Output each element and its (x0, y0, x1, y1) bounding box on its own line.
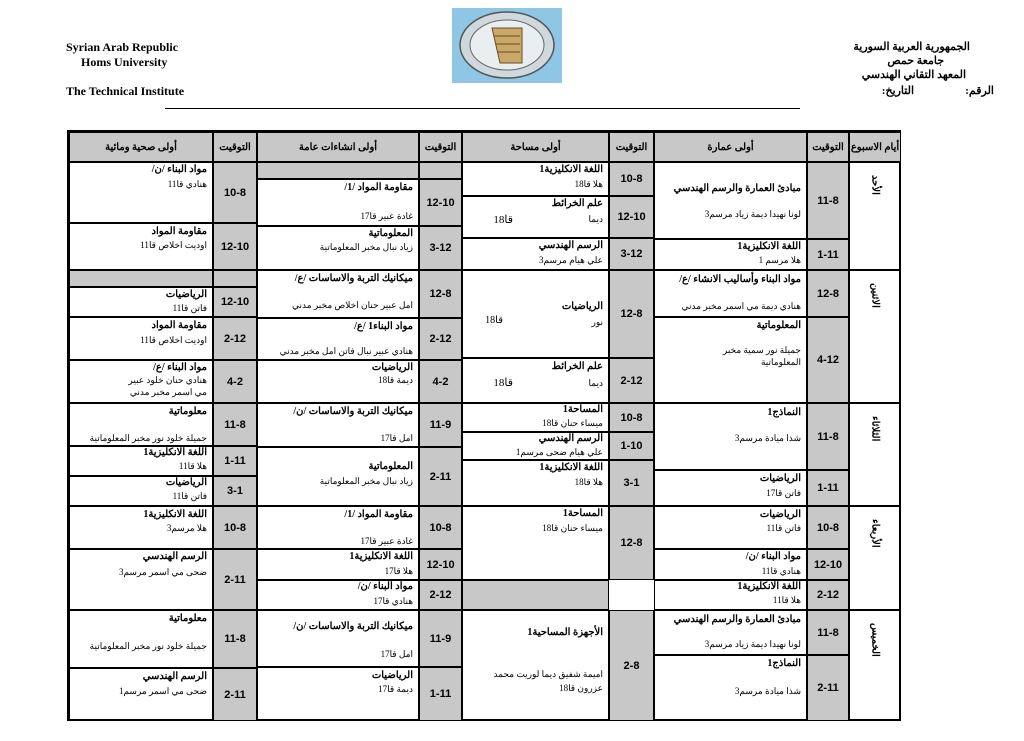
session-cell: المعلوماتية زياد نبال مخبر المعلوماتية (257, 447, 419, 506)
time-cell: 12-10 (213, 223, 257, 270)
session-cell: النماذج1 شذا ميادة مرسم3 (654, 655, 807, 721)
session-cell: الرياضيات نور قا18 (462, 270, 609, 358)
time-cell: 11-8 (807, 610, 849, 655)
session-cell: مقاومة المواد /1/ غادة عبير قا17 (257, 506, 419, 549)
day-thursday: الخميس (849, 610, 901, 721)
time-header: التوقيت (807, 132, 849, 162)
session-cell: اللغة الانكليزية1 هلا قا11 (69, 446, 213, 476)
time-cell: 3-1 (609, 460, 654, 506)
session-cell: الرسم الهندسي ضحى مي اسمر مرسم1 (69, 668, 213, 721)
time-cell: 11-8 (807, 162, 849, 239)
col4-header: أولى صحية ومائية (69, 132, 213, 162)
header-ar-ref: الرقم: (965, 85, 994, 97)
session-cell: الأجهزة المساحية1 اميمة شفيق ديما لوريت محمد عزرون قا18 (462, 610, 609, 721)
time-cell: 3-12 (419, 226, 462, 270)
time-cell: 4-12 (807, 317, 849, 403)
session-cell: مقاومة المواد اوديت اخلاص قا11 (69, 223, 213, 270)
time-cell: 11-9 (419, 403, 462, 447)
session-cell: مواد البناء1 /ع/ هنادي عبير نبال فاتن امل مخبر مدني (257, 318, 419, 360)
time-cell: 10-8 (609, 162, 654, 196)
session-cell: مواد البناء /ن/ هنادي قا17 (257, 580, 419, 610)
time-cell: 12-10 (609, 196, 654, 238)
header-en-line1: Syrian Arab Republic (66, 40, 179, 54)
session-cell: ميكانيك التربة والاساسات /ن/ امل قا17 (257, 610, 419, 667)
session-cell: الرياضيات فاتن قا11 (654, 506, 807, 549)
time-cell: 10-8 (419, 506, 462, 549)
header-divider (165, 108, 800, 109)
session-cell: علم الخرائط ديما قا18 (462, 358, 609, 403)
time-header: التوقيت (213, 132, 257, 162)
time-cell: 12-10 (419, 179, 462, 226)
session-cell: معلوماتية جميلة خلود نور مخبر المعلوماتية (69, 403, 213, 446)
session-cell: مواد البناء وأساليب الانشاء /ع/ هنادي ديمة مي اسمر مخبر مدني (654, 270, 807, 317)
time-cell: 2-12 (419, 580, 462, 610)
empty-cell (419, 162, 462, 179)
session-cell: المعلوماتية زياد نبال مخبر المعلوماتية (257, 226, 419, 270)
session-cell: اللغة الانكليزية1 هلا قا11 (654, 580, 807, 610)
session-cell: الرياضيات فاتن قا11 (69, 476, 213, 506)
time-cell: 11-9 (419, 610, 462, 667)
time-cell: 12-8 (609, 506, 654, 580)
time-cell: 11-8 (807, 403, 849, 470)
session-cell: اللغة الانكليزية1 هلا قا18 (462, 460, 609, 506)
time-cell: 1-10 (609, 432, 654, 460)
session-cell: ميكانيك التربة والاساسات /ن/ امل قا17 (257, 403, 419, 447)
col2-header: أولى مساحة (462, 132, 609, 162)
session-cell: الرياضيات ديمة قا17 (257, 667, 419, 721)
time-cell: 12-8 (807, 270, 849, 317)
header-ar-date: التاريخ: (881, 85, 914, 97)
time-cell: 11-8 (213, 403, 257, 446)
time-cell: 12-10 (419, 549, 462, 580)
header-ar-line2: جامعة حمص (887, 55, 944, 67)
time-cell: 11-8 (213, 610, 257, 668)
session-cell: اللغة الانكليزية1 هلا مرسم3 (69, 506, 213, 549)
session-cell: ميكانيك التربة والاساسات /ع/ امل عبير حنان اخلاص مخبر مدني (257, 270, 419, 318)
session-cell: الرياضيات ديمة قا18 (257, 360, 419, 403)
time-cell: 2-12 (213, 317, 257, 360)
empty-cell (213, 270, 257, 287)
session-cell: الرياضيات فاتن قا11 (69, 287, 213, 317)
header-en-line3: The Technical Institute (66, 84, 185, 98)
institute-logo (452, 8, 562, 83)
session-cell: معلوماتية جميلة خلود نور مخبر المعلوماتية (69, 610, 213, 668)
session-cell: الرسم الهندسي علي هيام مرسم3 (462, 238, 609, 270)
time-cell: 3-12 (609, 238, 654, 270)
session-cell: الرسم الهندسي علي هيام ضحى مرسم1 (462, 432, 609, 460)
session-cell: مبادئ العمارة والرسم الهندسي لونا نهيدا ديمة زياد مرسم3 (654, 610, 807, 655)
col3-header: أولى انشاءات عامة (257, 132, 419, 162)
day-tuesday: الثلاثاء (849, 403, 901, 506)
time-cell: 1-11 (213, 446, 257, 476)
time-cell: 1-11 (807, 239, 849, 270)
time-cell: 2-12 (609, 358, 654, 403)
time-cell: 4-2 (213, 360, 257, 403)
days-header: أيام الاسبوع (849, 132, 901, 162)
session-cell: مواد البناء /ع/ هنادي حنان خلود عبير مي اسمر مخبر مدني (69, 360, 213, 403)
time-cell: 2-8 (609, 610, 654, 721)
time-cell: 2-12 (807, 580, 849, 610)
session-cell: علم الخرائط ديما قا18 (462, 196, 609, 238)
session-cell: المساحة1 ميساء حنان قا18 (462, 403, 609, 432)
day-monday: الاثنين (849, 270, 901, 403)
session-cell: مواد البناء /ن/ هنادي قا11 (69, 162, 213, 223)
time-cell: 10-8 (213, 162, 257, 223)
time-cell: 2-11 (213, 668, 257, 721)
session-cell: اللغة الانكليزية1 هلا قا18 (462, 162, 609, 196)
session-cell: النماذج1 شذا ميادة مرسم3 (654, 403, 807, 470)
day-sunday: الأحد (849, 162, 901, 270)
empty-cell (462, 580, 609, 610)
session-cell: مواد البناء /ن/ هنادي قا11 (654, 549, 807, 580)
schedule-table (67, 130, 901, 721)
time-cell: 2-11 (213, 549, 257, 610)
time-cell: 10-8 (807, 506, 849, 549)
empty-cell (257, 162, 419, 179)
time-cell: 3-1 (213, 476, 257, 506)
time-cell: 12-10 (807, 549, 849, 580)
time-cell: 2-11 (419, 447, 462, 506)
time-cell: 12-10 (213, 287, 257, 317)
empty-cell (69, 270, 213, 287)
time-cell: 2-12 (419, 318, 462, 360)
time-cell: 10-8 (213, 506, 257, 549)
session-cell: الرياضيات فاتن قا17 (654, 470, 807, 506)
session-cell: المساحة1 ميساء حنان قا18 (462, 506, 609, 580)
time-cell: 1-11 (807, 470, 849, 506)
session-cell: مقاومة المواد اوديت اخلاص قا11 (69, 317, 213, 360)
time-cell: 2-11 (807, 655, 849, 721)
session-cell: اللغة الانكليزية1 هلا مرسم 1 (654, 239, 807, 270)
header-ar-line3: المعهد التقاني الهندسي (861, 69, 966, 81)
header-ar-line1: الجمهورية العربية السورية (853, 41, 970, 53)
time-cell: 12-8 (609, 270, 654, 358)
time-cell: 10-8 (609, 403, 654, 432)
session-cell: المعلوماتية جميلة نور سمية مخبر المعلوماتية (654, 317, 807, 403)
day-wednesday: الأربعاء (849, 506, 901, 610)
time-cell: 4-2 (419, 360, 462, 403)
time-header: التوقيت (419, 132, 462, 162)
time-header: التوقيت (609, 132, 654, 162)
time-cell: 12-8 (419, 270, 462, 318)
session-cell: مقاومة المواد /1/ غادة عبير قا17 (257, 179, 419, 226)
header-en-line2: Homs University (81, 55, 168, 69)
session-cell: مبادئ العمارة والرسم الهندسي لونا نهيدا ديمة زياد مرسم3 (654, 162, 807, 239)
session-cell: الرسم الهندسي ضحى مي اسمر مرسم3 (69, 549, 213, 610)
time-cell: 1-11 (419, 667, 462, 721)
session-cell: اللغة الانكليزية1 هلا قا17 (257, 549, 419, 580)
col1-header: أولى عمارة (654, 132, 807, 162)
